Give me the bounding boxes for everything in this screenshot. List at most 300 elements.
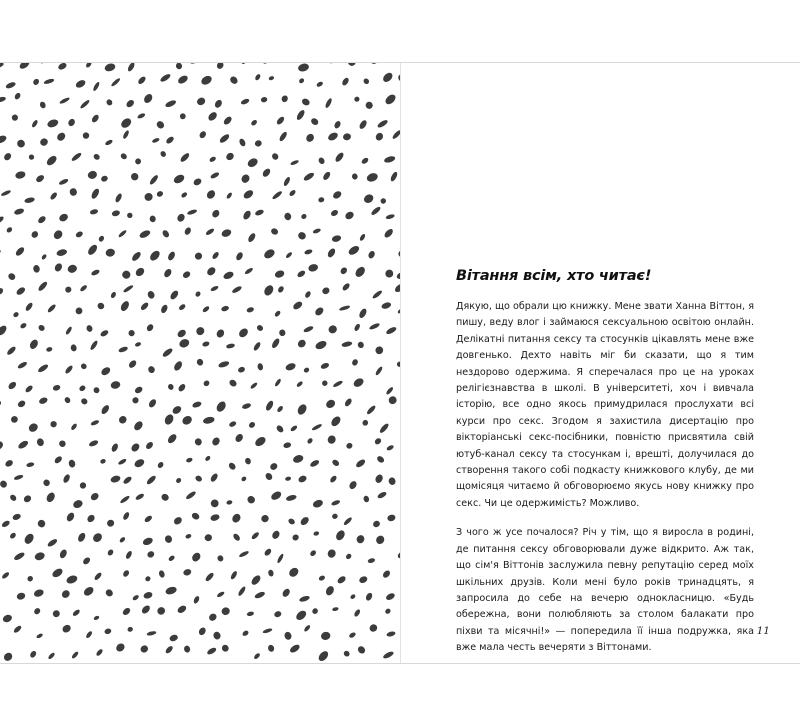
pattern-spot	[169, 634, 179, 643]
pattern-spot	[3, 152, 13, 162]
pattern-spot	[276, 405, 284, 413]
pattern-spot	[70, 423, 78, 431]
pattern-spot	[1, 519, 11, 528]
pattern-spot	[393, 63, 400, 64]
pattern-spot	[370, 63, 382, 66]
pattern-spot	[146, 474, 158, 485]
pattern-spot	[147, 365, 156, 374]
pattern-spot	[218, 360, 230, 368]
pattern-spot	[312, 499, 324, 509]
pattern-spot	[180, 191, 188, 198]
pattern-spot	[176, 328, 187, 339]
pattern-spot	[195, 325, 206, 336]
pattern-spot	[121, 269, 132, 280]
pattern-spot	[177, 74, 189, 85]
pattern-spot	[134, 157, 142, 165]
pattern-spot	[46, 346, 53, 352]
pattern-spot	[347, 63, 357, 67]
pattern-spot	[290, 425, 298, 433]
paragraph-1: Дякую, що обрали цю книжку. Мене звати Ханна Віттон, я пишу, веду влог і займаюся сексуальною освітою онлайн. Делікатні питання сексу та стосунків цікавлять мене вже довгенько. Дехто навіть міг би сказати, що я тим нездорово одержима. Я сперечалася про це на уроках релігієзнавства в школі. В університеті, хоч і вивчала історію, все одно якось примудрилася прослухати всі курси про секс. Згодом я захистила дисертацію про вікторіанські секс-посібники, повністю присвятила свій ютуб-канал сексу та стосункам і, врешті, долучилася до створення такого собі подкасту книжкового клубу, де ми щомісяця читаємо й обговорюємо якусь нову книжку про секс. Чи це одержимість? Можливо.	[456, 301, 754, 509]
pattern-spot	[216, 591, 225, 598]
pattern-spot	[13, 474, 23, 481]
pattern-spot	[279, 329, 287, 337]
pattern-spot	[376, 455, 385, 464]
pattern-spot	[93, 615, 100, 621]
pattern-spot	[56, 248, 68, 257]
pattern-spot	[24, 384, 33, 393]
pattern-spot	[296, 338, 307, 349]
pattern-spot	[206, 266, 218, 277]
pattern-spot	[278, 131, 288, 143]
pattern-spot	[381, 71, 394, 84]
pattern-spot	[104, 628, 112, 635]
pattern-spot	[24, 302, 33, 312]
pattern-spot	[105, 98, 113, 106]
pattern-spot	[246, 157, 259, 169]
pattern-spot	[176, 604, 187, 614]
pattern-spot	[343, 650, 351, 658]
pattern-spot	[209, 156, 217, 163]
pattern-spot	[68, 459, 76, 468]
pattern-spot	[130, 442, 141, 453]
pattern-spot	[311, 423, 322, 431]
pattern-spot	[127, 329, 136, 338]
pattern-spot	[246, 495, 256, 505]
pattern-spot	[244, 457, 252, 465]
pattern-spot	[64, 364, 74, 374]
pattern-spot	[118, 346, 129, 354]
pattern-spot	[28, 338, 39, 350]
pattern-spot	[134, 385, 144, 394]
pattern-spot	[104, 588, 114, 598]
pattern-spot	[85, 63, 93, 68]
pattern-spot	[0, 215, 5, 224]
pattern-spot	[339, 266, 348, 275]
pattern-spot	[52, 609, 61, 618]
pattern-spot	[165, 586, 178, 596]
pattern-spot	[0, 287, 4, 295]
pattern-spot	[242, 189, 255, 201]
pattern-spot	[262, 284, 275, 298]
pattern-spot	[283, 442, 292, 449]
pattern-spot	[118, 229, 128, 238]
pattern-spot	[271, 337, 281, 349]
pattern-spot	[205, 227, 215, 236]
pattern-spot	[134, 266, 146, 278]
pattern-spot	[284, 631, 293, 641]
pattern-spot	[37, 280, 48, 292]
pattern-spot	[265, 400, 275, 412]
pattern-spot	[105, 248, 116, 258]
pattern-spot	[92, 81, 100, 92]
pattern-spot	[17, 439, 29, 450]
pattern-spot	[250, 574, 262, 587]
pattern-spot	[2, 613, 13, 623]
pattern-spot	[122, 130, 130, 140]
pattern-spot	[6, 345, 17, 356]
pattern-spot	[38, 396, 48, 405]
pattern-spot	[270, 227, 279, 236]
pattern-spot	[234, 433, 244, 444]
pattern-spot	[40, 63, 49, 64]
pattern-spot	[268, 76, 274, 81]
pattern-spot	[92, 386, 100, 394]
pattern-spot	[271, 529, 281, 540]
pattern-spot	[344, 210, 355, 221]
pattern-spot	[50, 420, 58, 428]
pattern-spot	[0, 479, 8, 489]
pattern-spot	[36, 518, 46, 528]
pattern-spot	[45, 154, 58, 167]
pattern-spot	[0, 324, 8, 337]
pattern-spot	[179, 152, 190, 163]
pattern-spot	[330, 209, 339, 217]
pattern-spot	[126, 212, 134, 220]
pattern-spot	[334, 529, 346, 542]
pattern-spot	[34, 551, 46, 561]
pattern-spot	[146, 323, 155, 332]
pattern-spot	[353, 608, 361, 617]
pattern-spot	[362, 193, 375, 205]
pattern-spot	[257, 363, 264, 371]
pattern-spot	[306, 437, 313, 444]
pattern-spot	[67, 264, 79, 275]
pattern-spot	[204, 572, 215, 583]
pattern-spot	[260, 96, 267, 103]
pattern-spot	[89, 208, 98, 215]
pattern-spot	[269, 462, 279, 471]
pattern-spot	[267, 644, 275, 653]
pattern-spot	[228, 378, 238, 388]
pattern-spot	[17, 399, 27, 408]
pattern-spot	[185, 457, 193, 463]
pattern-spot	[331, 499, 341, 506]
pattern-spot	[16, 138, 27, 149]
pattern-spot	[256, 324, 264, 332]
pattern-spot	[169, 289, 180, 301]
pattern-spot	[198, 130, 207, 139]
pattern-spot	[137, 75, 147, 85]
pattern-spot	[80, 397, 88, 405]
pattern-spot	[2, 651, 14, 663]
pattern-spot	[148, 249, 161, 262]
pattern-spot	[93, 153, 101, 161]
pattern-spot	[222, 270, 234, 280]
pattern-spot	[285, 494, 297, 502]
pattern-spot	[341, 341, 353, 348]
pattern-spot	[74, 306, 83, 315]
pattern-spot	[160, 493, 170, 502]
pattern-spot	[274, 269, 285, 279]
pattern-spot	[163, 413, 175, 426]
pattern-spot	[356, 645, 366, 655]
pattern-spot	[47, 538, 59, 548]
pattern-spot	[220, 643, 230, 653]
pattern-spot	[202, 416, 215, 425]
pattern-spot	[332, 607, 339, 612]
pattern-spot	[173, 516, 184, 526]
pattern-spot	[358, 575, 368, 584]
pattern-spot	[237, 586, 247, 597]
pattern-spot	[374, 534, 385, 546]
pattern-spot	[49, 191, 58, 200]
pattern-spot	[56, 131, 67, 142]
pattern-spot	[292, 300, 304, 311]
pattern-spot	[383, 228, 394, 240]
spot-pattern-illustration	[0, 63, 400, 663]
pattern-spot	[177, 383, 187, 393]
pattern-spot	[240, 98, 250, 106]
pattern-spot	[107, 548, 115, 556]
pattern-spot	[133, 458, 146, 469]
pattern-spot	[354, 265, 367, 279]
pattern-spot	[304, 290, 312, 299]
pattern-spot	[211, 251, 220, 260]
pattern-spot	[123, 284, 135, 293]
pattern-spot	[368, 623, 379, 633]
pattern-spot	[331, 458, 340, 467]
pattern-spot	[220, 228, 232, 238]
pattern-spot	[119, 495, 130, 505]
pattern-spot	[289, 643, 301, 654]
pattern-spot	[314, 339, 328, 350]
pattern-spot	[330, 415, 343, 428]
pattern-spot	[104, 139, 113, 146]
pattern-spot	[167, 250, 177, 261]
pattern-spot	[281, 587, 291, 598]
pattern-spot	[192, 401, 203, 409]
pattern-spot	[215, 328, 226, 339]
pattern-spot	[82, 585, 95, 597]
pattern-spot	[198, 626, 207, 636]
pattern-spot	[386, 444, 395, 451]
pattern-spot	[228, 420, 237, 428]
pattern-spot	[231, 285, 242, 294]
pattern-spot	[277, 285, 285, 293]
pattern-spot	[72, 608, 81, 617]
pattern-spot	[304, 249, 313, 256]
pattern-spot	[117, 415, 128, 426]
pattern-spot	[384, 268, 395, 279]
pattern-spot	[336, 575, 347, 585]
pattern-spot	[196, 358, 205, 367]
pattern-spot	[274, 310, 282, 318]
pattern-spot	[131, 396, 140, 405]
pattern-spot	[24, 197, 35, 204]
pattern-spot	[144, 575, 151, 582]
pattern-spot	[374, 437, 383, 446]
pattern-spot	[261, 167, 271, 178]
pattern-spot	[16, 592, 26, 601]
pattern-spot	[45, 491, 57, 503]
pattern-spot	[241, 476, 248, 483]
pattern-spot	[99, 329, 109, 338]
pattern-spot	[268, 569, 275, 577]
pattern-spot	[276, 553, 284, 564]
pattern-spot	[212, 631, 221, 641]
pattern-spot	[160, 304, 169, 314]
pattern-spot	[327, 324, 338, 335]
pattern-spot	[385, 213, 395, 220]
pattern-spot	[280, 94, 288, 103]
pattern-spot	[18, 63, 31, 70]
pattern-spot	[327, 131, 339, 142]
pattern-spot	[161, 347, 173, 358]
pattern-spot	[67, 118, 76, 128]
pattern-spot	[200, 74, 214, 86]
pattern-spot	[119, 300, 130, 313]
pattern-spot	[179, 112, 187, 120]
pattern-spot	[79, 481, 88, 490]
pattern-spot	[295, 109, 306, 121]
pattern-spot	[77, 532, 87, 543]
pattern-spot	[235, 251, 244, 261]
pattern-spot	[32, 78, 40, 86]
pattern-spot	[58, 212, 69, 222]
pattern-spot	[122, 511, 130, 521]
pattern-spot	[355, 534, 366, 545]
pattern-spot	[191, 512, 201, 521]
pattern-spot	[6, 226, 14, 233]
pattern-spot	[151, 137, 160, 144]
pattern-spot	[155, 120, 165, 130]
pattern-spot	[196, 96, 207, 106]
pattern-spot	[314, 306, 325, 317]
pattern-spot	[254, 435, 268, 448]
pattern-spot	[351, 358, 359, 366]
pattern-spot	[0, 189, 11, 197]
paragraph-2: З чого ж усе почалося? Річ у тім, що я виросла в родині, де питання сексу обговорювали дуже відкрито. Аж так, що сім'я Віттонів заслужила певну репутацію серед моїх шкільних друзів. Коли мені було років тринадцять, я запросила до себе на вечерю однокласницю. «Будь обережна, вони полюбляють за столом балакати про піхви та місячні!» — попередила її інша подружка, яка вже мала честь вечеряти з Віттонами.	[456, 527, 754, 654]
pattern-spot	[271, 152, 280, 161]
pattern-spot	[207, 111, 219, 123]
pattern-spot	[367, 557, 375, 563]
pattern-spot	[303, 325, 314, 333]
pattern-spot	[332, 190, 343, 200]
pattern-spot	[374, 345, 385, 356]
pattern-spot	[363, 495, 370, 503]
pattern-spot	[263, 547, 272, 556]
pattern-spot	[53, 455, 63, 465]
pattern-spot	[110, 442, 119, 452]
pattern-spot	[263, 248, 277, 261]
pattern-spot	[132, 594, 140, 601]
pattern-spot	[19, 322, 27, 329]
pattern-spot	[146, 290, 155, 300]
pattern-spot	[324, 585, 335, 597]
pattern-spot	[216, 554, 224, 562]
pattern-spot	[159, 150, 166, 158]
pattern-spot	[62, 473, 71, 483]
pattern-spot	[194, 290, 201, 297]
pattern-spot	[182, 270, 192, 279]
pattern-spot	[164, 99, 177, 108]
pattern-spot	[321, 286, 331, 295]
pattern-spot	[64, 396, 72, 404]
pattern-spot	[296, 403, 308, 416]
pattern-spot	[0, 249, 1, 256]
pattern-spot	[193, 595, 201, 604]
pattern-spot	[326, 434, 337, 445]
pattern-spot	[9, 493, 18, 502]
pattern-spot	[342, 132, 352, 141]
pattern-spot	[237, 366, 246, 374]
pattern-spot	[312, 228, 321, 235]
pattern-spot	[0, 399, 2, 407]
pattern-spot	[110, 380, 121, 390]
pattern-spot	[178, 338, 191, 350]
pattern-spot	[93, 571, 102, 581]
pattern-spot	[377, 491, 388, 500]
pattern-spot	[345, 442, 353, 450]
pattern-spot	[4, 459, 14, 468]
pattern-spot	[316, 81, 324, 88]
pattern-spot	[88, 439, 99, 447]
pattern-spot	[194, 437, 203, 447]
pattern-spot	[327, 63, 336, 64]
pattern-spot	[166, 433, 178, 445]
pattern-spot	[39, 137, 49, 147]
pattern-spot	[146, 630, 156, 636]
pattern-spot	[226, 192, 233, 200]
pattern-spot	[140, 301, 150, 311]
pattern-spot	[334, 151, 345, 163]
pattern-spot	[202, 305, 211, 313]
pattern-spot	[366, 404, 377, 415]
pattern-spot	[33, 588, 45, 598]
pattern-spot	[300, 213, 307, 220]
pattern-spot	[369, 322, 381, 331]
pattern-spot	[156, 190, 164, 198]
pattern-spot	[367, 250, 376, 260]
pattern-spot	[86, 243, 99, 256]
pattern-spot	[32, 264, 40, 273]
pattern-spot	[297, 474, 307, 483]
pattern-spot	[89, 491, 100, 501]
pattern-spot	[14, 92, 22, 101]
pattern-spot	[230, 570, 239, 580]
pattern-spot	[366, 172, 379, 183]
pattern-spot	[167, 383, 175, 391]
pattern-spot	[178, 303, 186, 311]
pattern-spot	[372, 520, 381, 529]
pattern-spot	[120, 152, 128, 160]
pattern-spot	[12, 311, 19, 318]
pattern-spot	[158, 570, 166, 579]
pattern-spot	[164, 645, 174, 655]
pattern-spot	[391, 129, 400, 140]
pattern-spot	[350, 593, 357, 600]
pattern-spot	[210, 285, 219, 292]
pattern-spot	[104, 63, 117, 73]
pattern-spot	[80, 362, 88, 370]
pattern-spot	[111, 209, 120, 217]
pattern-spot	[303, 367, 310, 374]
pattern-spot	[161, 229, 170, 239]
pattern-spot	[128, 359, 138, 369]
pattern-spot	[376, 119, 388, 129]
pattern-spot	[247, 232, 257, 243]
pattern-spot	[171, 404, 183, 415]
pattern-spot	[331, 513, 338, 520]
book-spread	[0, 62, 800, 664]
pattern-spot	[183, 226, 192, 236]
pattern-spot	[175, 63, 183, 70]
pattern-spot	[149, 174, 160, 186]
pattern-spot	[379, 422, 390, 434]
pattern-spot	[321, 379, 328, 386]
pattern-spot	[9, 532, 17, 540]
pattern-spot	[90, 419, 100, 426]
